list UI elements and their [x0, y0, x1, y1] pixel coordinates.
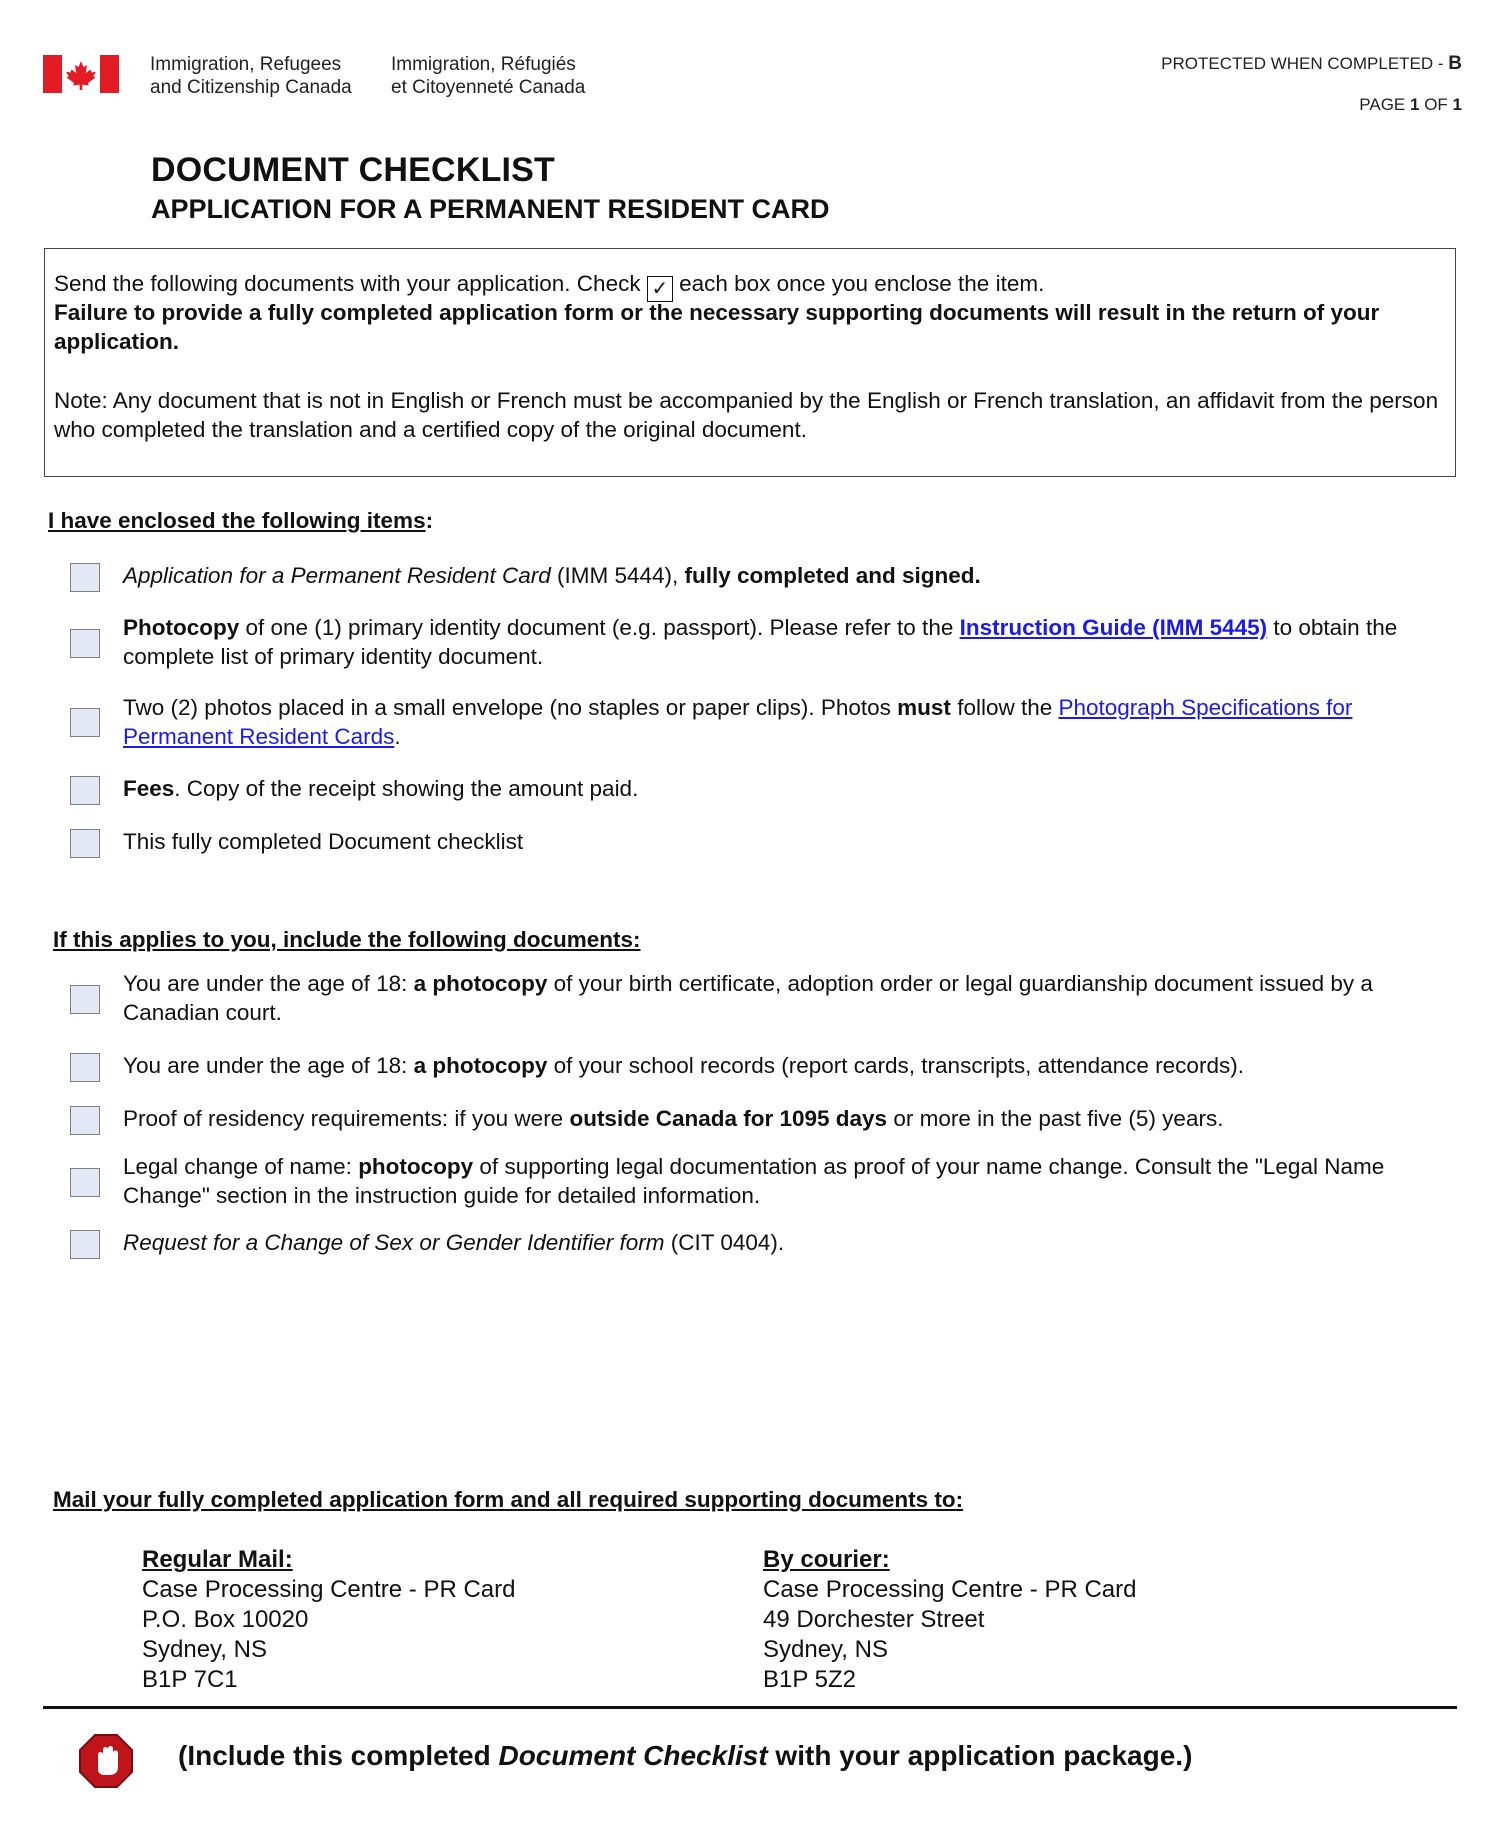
- checkbox-gender-identifier[interactable]: [70, 1230, 100, 1259]
- conditional-documents-heading: If this applies to you, include the following documents:: [53, 927, 641, 952]
- item-photos: Two (2) photos placed in a small envelope (no staples or paper clips). Photos must follow the Photograph Specifications for Permanent Resident Cards.: [123, 695, 1353, 749]
- page-subtitle: APPLICATION FOR A PERMANENT RESIDENT CARD: [151, 194, 830, 224]
- department-name-french: Immigration, Réfugiés et Citoyenneté Canada: [391, 54, 586, 98]
- footer-divider: [43, 1706, 1457, 1709]
- item-birth-certificate: You are under the age of 18: a photocopy of your birth certificate, adoption order or legal guardianship document issued by a Canadian court.: [123, 971, 1373, 1025]
- checkbox-name-change[interactable]: [70, 1168, 100, 1197]
- page-title: DOCUMENT CHECKLIST: [151, 151, 556, 189]
- checkbox-residency-proof[interactable]: [70, 1106, 100, 1135]
- checkmark-icon: ✓: [647, 276, 673, 302]
- item-school-records: You are under the age of 18: a photocopy of your school records (report cards, transcripts, attendance records).: [123, 1053, 1244, 1078]
- instructions-box: [44, 248, 1456, 477]
- item-gender-identifier: Request for a Change of Sex or Gender Identifier form (CIT 0404).: [123, 1230, 785, 1255]
- mailing-heading: Mail your fully completed application form and all required supporting documents to:: [53, 1487, 964, 1512]
- checkbox-identity-document[interactable]: [70, 629, 100, 658]
- checkbox-application-form[interactable]: [70, 563, 100, 592]
- checkbox-document-checklist[interactable]: [70, 829, 100, 858]
- courier-address: By courier: Case Processing Centre - PR Card 49 Dorchester Street Sydney, NS B1P 5Z2: [763, 1546, 1137, 1693]
- footer-reminder: (Include this completed Document Checklist with your application package.): [178, 1740, 1193, 1771]
- warning-text: Failure to provide a fully completed application form or the necessary supporting documents will result in the return of your application.: [54, 300, 1380, 354]
- department-name-english: Immigration, Refugees and Citizenship Canada: [150, 54, 352, 98]
- photograph-specifications-link[interactable]: Photograph Specifications for Permanent Resident Cards: [123, 695, 1353, 749]
- regular-mail-address: Regular Mail: Case Processing Centre - PR Card P.O. Box 10020 Sydney, NS B1P 7C1: [142, 1546, 516, 1693]
- item-document-checklist: This fully completed Document checklist: [123, 829, 524, 854]
- protected-label: PROTECTED WHEN COMPLETED - B: [1161, 53, 1462, 74]
- checkbox-photos[interactable]: [70, 708, 100, 737]
- item-identity-document: Photocopy of one (1) primary identity document (e.g. passport). Please refer to the Instruction Guide (IMM 5445) to obtain the complete list of primary identity document.: [123, 615, 1398, 669]
- item-name-change: Legal change of name: photocopy of supporting legal documentation as proof of your name change. Consult the "Legal Name Change" section in the instruction guide for detailed information.: [123, 1154, 1385, 1208]
- item-residency-proof: Proof of residency requirements: if you were outside Canada for 1095 days or more in the past five (5) years.: [123, 1106, 1224, 1131]
- checkbox-fees[interactable]: [70, 776, 100, 805]
- page-number: PAGE 1 OF 1: [1359, 95, 1462, 114]
- item-application-form: Application for a Permanent Resident Card (IMM 5444), fully completed and signed.: [123, 563, 981, 588]
- checkbox-school-records[interactable]: [70, 1053, 100, 1082]
- translation-note: Note: Any document that is not in English or French must be accompanied by the English or French translation, an affidavit from the person who completed the translation and a certified copy of the original document.: [54, 388, 1439, 442]
- instruction-text: Send the following documents with your application. Check ✓ each box once you enclose the item.: [54, 271, 1045, 300]
- canada-flag-icon: [43, 55, 119, 93]
- checkbox-birth-certificate[interactable]: [70, 985, 100, 1014]
- item-fees: Fees. Copy of the receipt showing the amount paid.: [123, 776, 639, 801]
- instruction-guide-link[interactable]: Instruction Guide (IMM 5445): [959, 615, 1268, 640]
- stop-hand-icon: [78, 1733, 134, 1789]
- enclosed-items-heading: I have enclosed the following items:: [48, 508, 434, 533]
